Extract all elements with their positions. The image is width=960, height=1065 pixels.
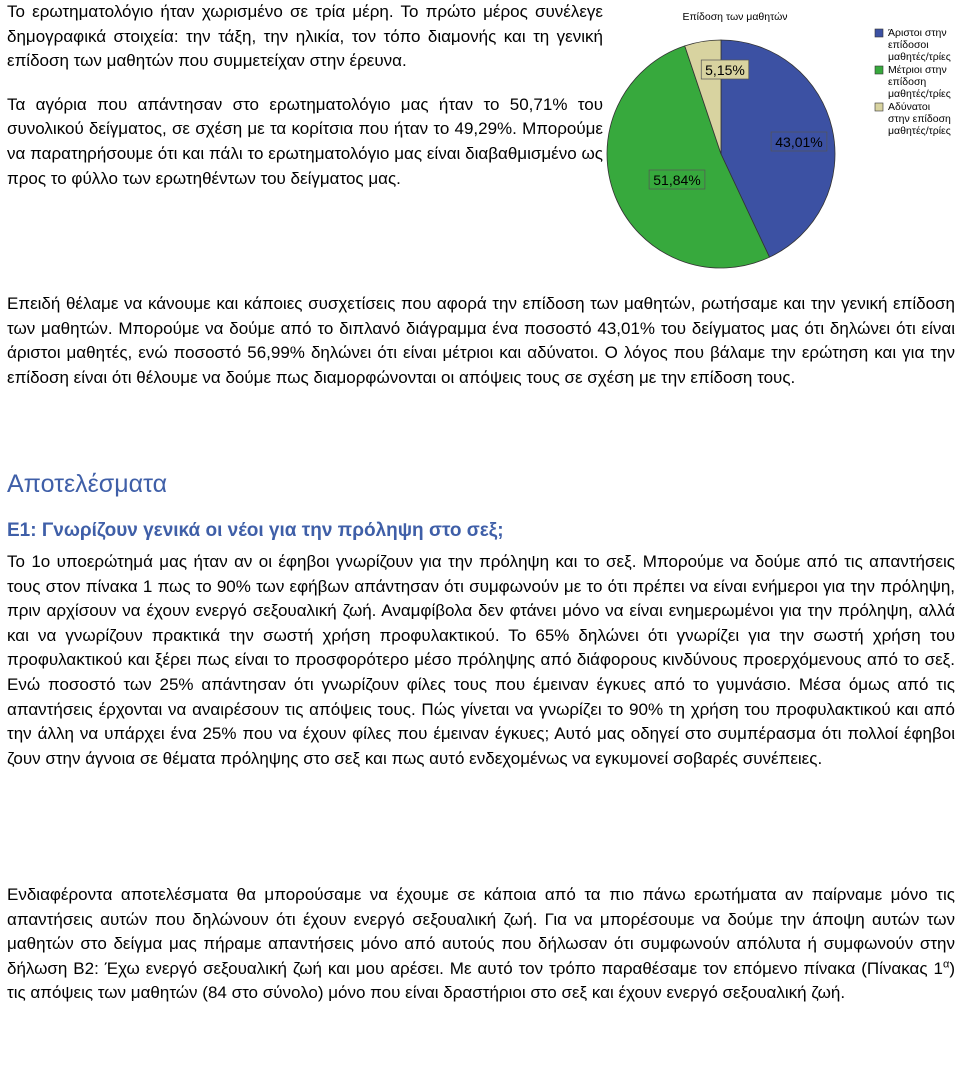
intro-paragraph-1: Το ερωτηματολόγιο ήταν χωρισμένο σε τρία μέρη. Το πρώτο μέρος συνέλεγε δημογραφικά στοιχεία: την τάξη, την ηλικία, τον τόπο διαμονής και τη γενική επίδοση των μαθητών που συμμετείχαν στην έρευνα.: [7, 2, 603, 71]
legend-label-1-line-1: Άριστοι στην: [888, 27, 947, 39]
legend-label-2-line-1: Μέτριοι στην: [888, 64, 947, 76]
intro-paragraph-2: Τα αγόρια που απάντησαν στο ερωτηματολόγιο μας ήταν το 50,71% του συνολικού δείγματος, σε σχέση με τα κορίτσια που ήταν το 49,29%. Μπορούμε να παρατηρήσουμε ότι και πάλι το ερωτηματολόγιο μας είναι διαβαθμισμένο ως προς το φύλλο των ερωτηθέντων του δείγματος μας.: [7, 94, 603, 188]
pie-chart-svg: [605, 6, 960, 278]
legend-label-2-line-3: μαθητές/τρίες: [888, 88, 951, 100]
results-paragraph-2-text-a: Ενδιαφέροντα αποτελέσματα θα μπορούσαμε να έχουμε σε κάποια από τα πιο πάνω ερωτήματα αν παίρναμε μόνο τις απαντήσεις αυτών που δηλώνουν ότι έχουν ενεργό σεξουαλική ζωή. Για να μπορέσουμε να δούμε την άποψη αυτών των μαθητών στο δείγμα μας πήραμε απαντήσεις μόνο από αυτούς που δήλωσαν ότι συμφωνούν απόλυτα ή συμφωνούν στην δήλωση Β2: Έχω ενεργό σεξουαλική ζωή και μου αρέσει. Με αυτό τον τρόπο παραθέσαμε τον επόμενο πίνακα (Πίνακας 1: [7, 885, 955, 978]
section-subheading: Ε1: Γνωρίζουν γενικά οι νέοι για την πρόληψη στο σεξ;: [7, 520, 504, 541]
intro-block: [7, 0, 957, 290]
results-paragraph-2: [7, 883, 955, 1006]
legend-label-1-line-3: μαθητές/τρίες: [888, 51, 951, 63]
performance-pie-chart: [605, 6, 960, 278]
legend-label-3-line-1: Αδύνατοι: [888, 101, 931, 113]
legend-swatch-2: [875, 66, 883, 74]
intro-column: [7, 0, 603, 191]
pie-label-3: 5,15%: [705, 62, 745, 78]
legend-label-3-line-2: στην επίδοση: [888, 113, 951, 125]
legend-label-2-line-2: επίδοση: [888, 76, 927, 88]
table-superscript: α: [942, 958, 950, 971]
section-heading: Αποτελέσματα: [7, 470, 168, 498]
pie-label-1: 43,01%: [775, 134, 823, 150]
document-page: [7, 0, 957, 1003]
legend-swatch-3: [875, 103, 883, 111]
legend-label-1-line-2: επίδοσοι: [888, 39, 929, 51]
chart-title: Επίδοση των μαθητών: [682, 11, 788, 23]
intro-paragraph-3: Επειδή θέλαμε να κάνουμε και κάποιες συσχετίσεις που αφορά την επίδοση των μαθητών, ρωτήσαμε και την γενική επίδοση των μαθητών. Μπορούμε να δούμε από το διπλανό διάγραμμα ένα ποσοστό 43,01% του δείγματος μας ότι δηλώνει ότι είναι άριστοι μαθητές, ενώ ποσοστό 56,99% δηλώνει ότι είναι μέτριοι και αδύνατοι. Ο λόγος που βάλαμε την ερώτηση και για την επίδοση είναι ότι θέλουμε να δούμε πως διαμορφώνονται οι απόψεις τους σε σχέση με την επίδοση τους.: [7, 294, 955, 387]
legend-label-3-line-3: μαθητές/τρίες: [888, 125, 951, 137]
results-paragraph-1: Το 1ο υποερώτημά μας ήταν αν οι έφηβοι γνωρίζουν για την πρόληψη και το σεξ. Μπορούμε να δούμε από τις απαντήσεις τους στον πίνακα 1 πως το 90% των εφήβων απάντησαν ότι συμφωνούν με το ότι πρέπει να είναι ενήμεροι για την πρόληψη, πριν αρχίσουν να έχουν ενεργό σεξουαλική ζωή. Αναμφίβολα δεν φτάνει μόνο να είναι ενημερωμένοι για την πρόληψη, αλλά και να γνωρίζουν πρακτικά την σωστή χρήση προφυλακτικού. Το 65% δηλώνει ότι γνωρίζει για την σωστή χρήση του προφυλακτικού και ξέρει πως είναι το προσφορότερο μέσο πρόληψης από διάφορους κινδύνους προερχόμενους από το σεξ. Ενώ ποσοστό των 25% απάντησαν ότι γνωρίζουν φίλες τους που έμειναν έγκυες από το γυμνάσιο. Μέσα όμως από τις απαντήσεις έρχονται να αναιρέσουν τις απόψεις τους. Πώς γίνεται να γνωρίζει το 90% τη χρήση του προφυλακτικού και από την άλλη να υπάρχει ένα 25% που να έχουν φίλες που έμειναν έγκυες; Αυτό μας οδηγεί στο συμπέρασμα ότι πολλοί έφηβοι ζουν στην άγνοια σε θέματα πρόληψης στο σεξ και πως αυτό ενδεχομένως να εγκυμονεί σοβαρές συνέπειες.: [7, 552, 955, 768]
legend-swatch-1: [875, 29, 883, 37]
results-paragraph-2-text-b: ) τις απόψεις των μαθητών (84 στο σύνολο) μόνο που είναι δραστήριοι στο σεξ και έχουν ενεργό σεξουαλική ζωή.: [7, 958, 955, 1003]
pie-label-2: 51,84%: [653, 172, 701, 188]
